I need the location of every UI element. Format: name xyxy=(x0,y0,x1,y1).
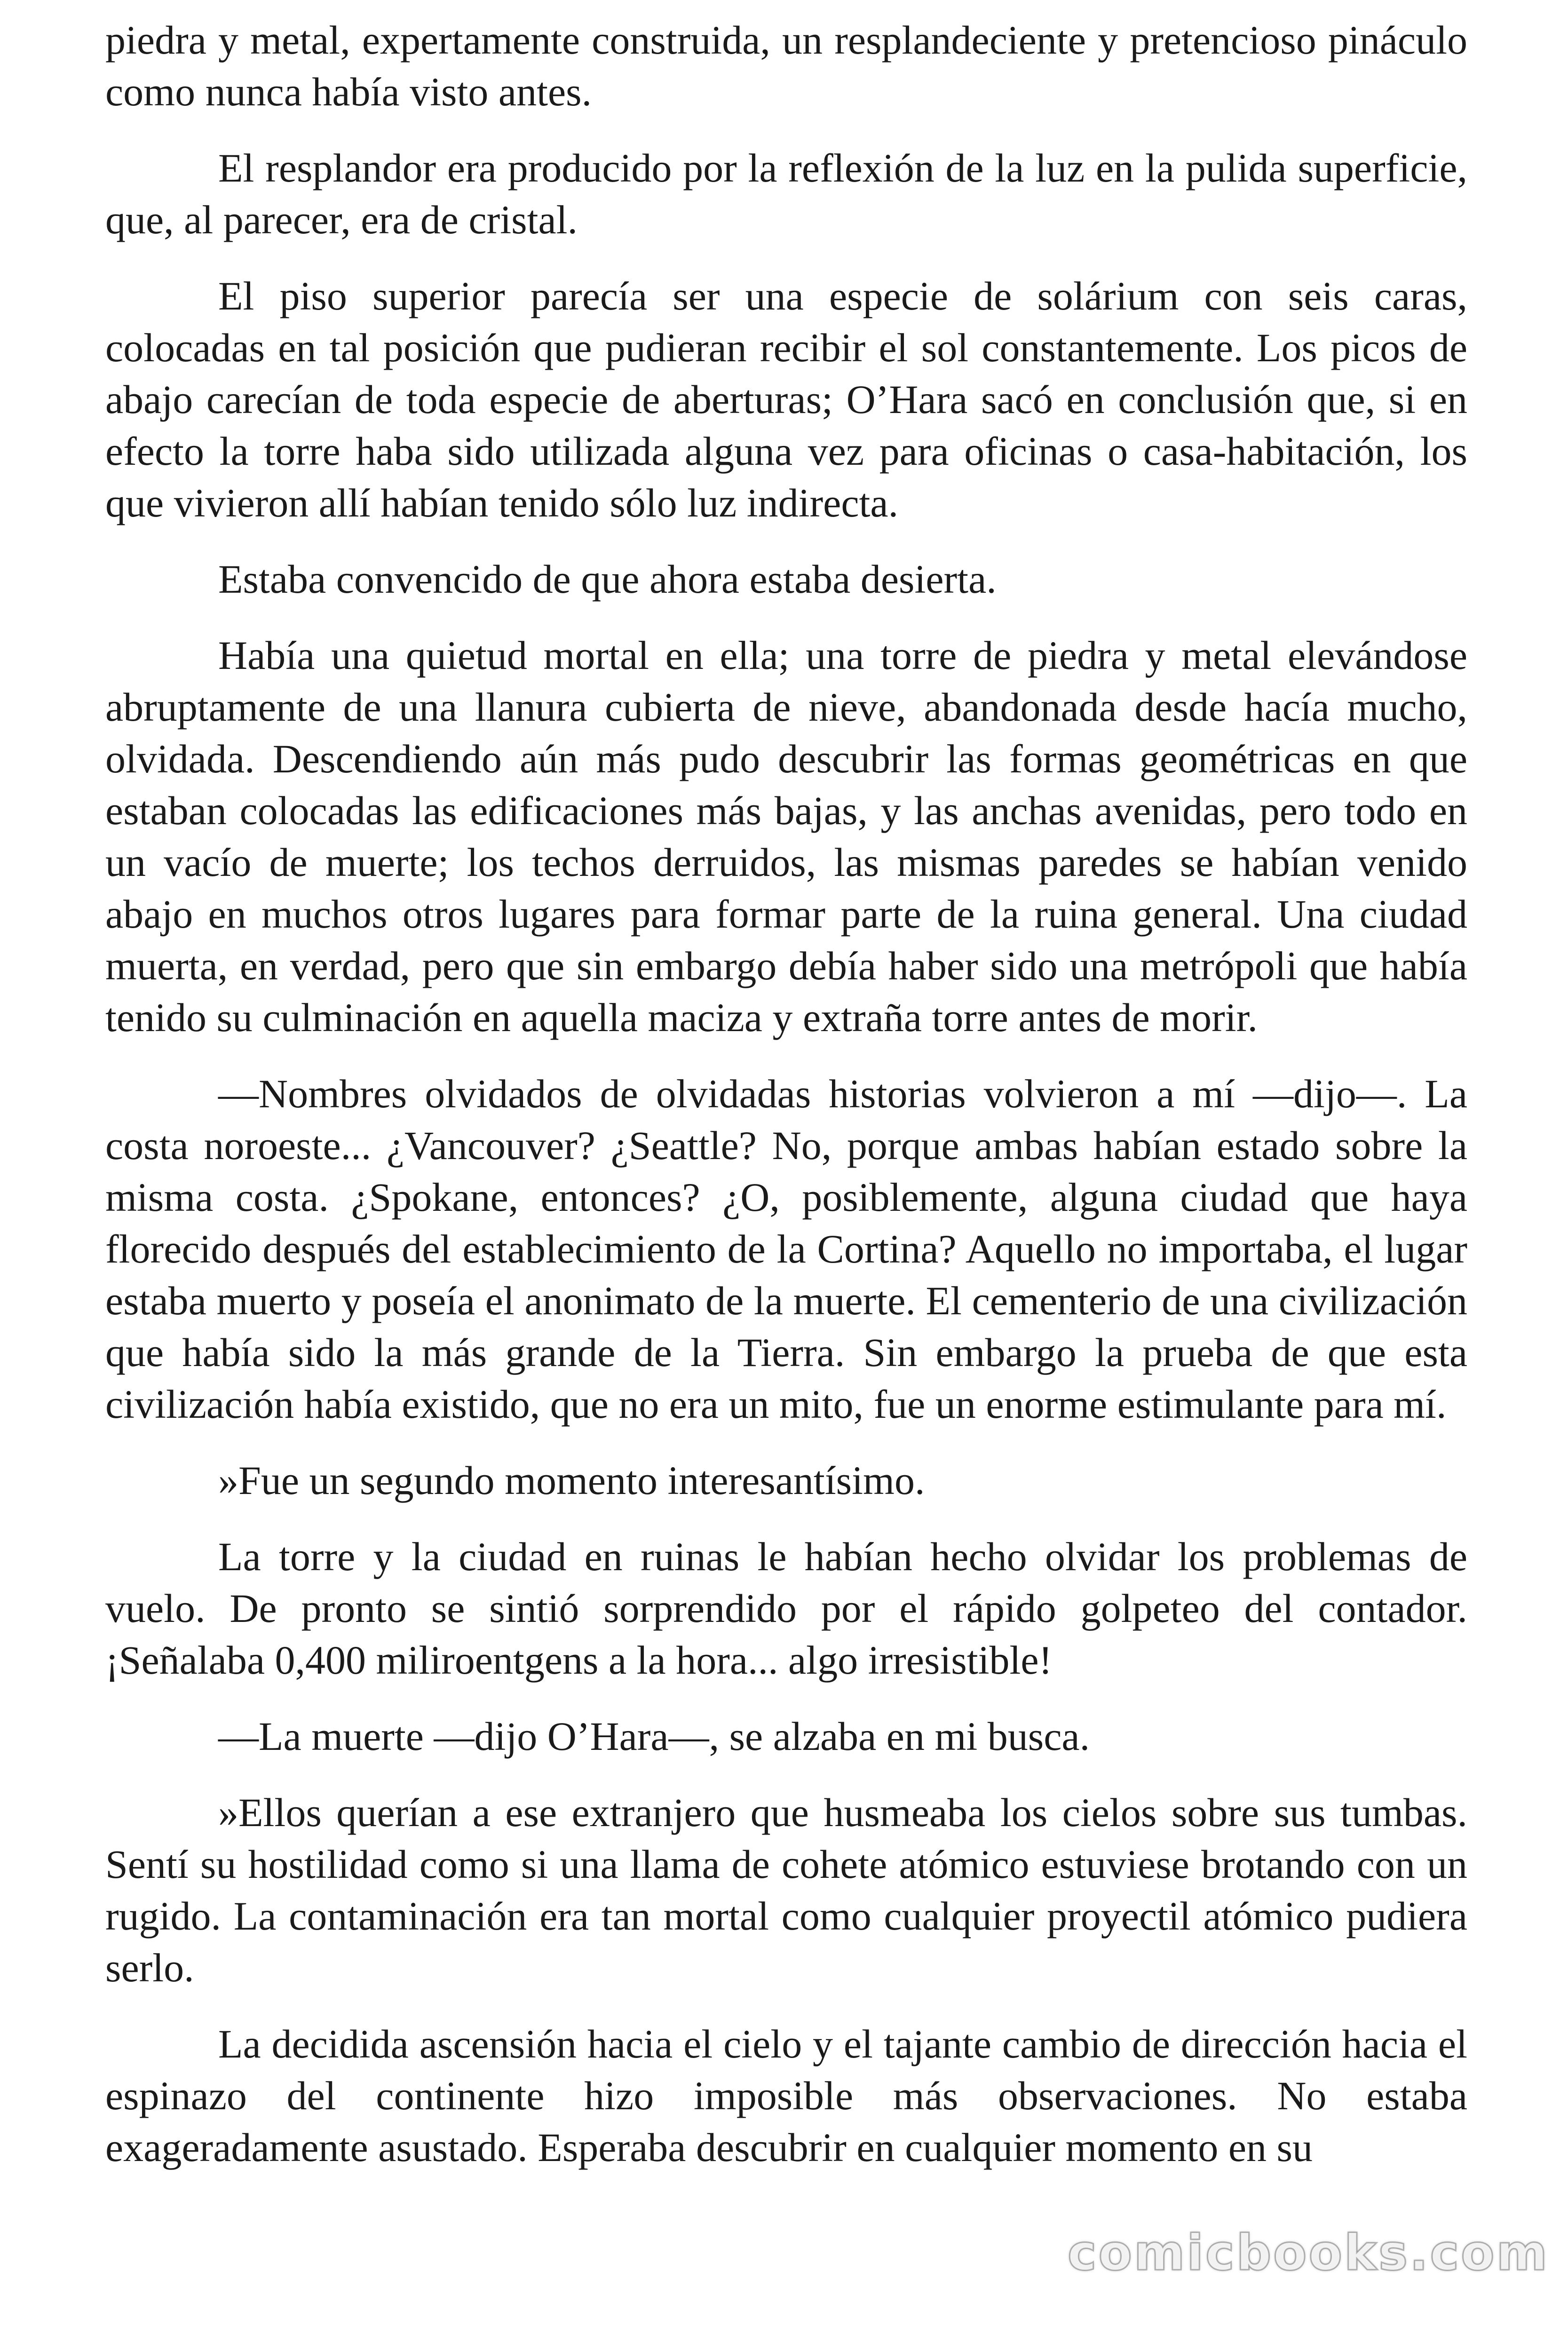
paragraph-3: El piso superior parecía ser una especie de solárium con seis caras, colocadas en tal posición que pudieran recibir el sol constantemente. Los picos de abajo carecían de toda especie de aberturas; O’Hara sacó en conclusión que, si en efecto la torre haba sido utilizada alguna vez para oficinas o casa-habitación, los que vivieron allí habían tenido sólo luz indirecta. xyxy=(105,273,1467,525)
paragraph-11: La decidida ascensión hacia el cielo y el tajante cambio de dirección hacia el espinazo del continente hizo imposible más observaciones. No estaba exageradamente asustado. Esperaba descubrir en cualquier momento en su xyxy=(105,2021,1467,2170)
paragraph-5: Había una quietud mortal en ella; una torre de piedra y metal elevándose abruptamente de una llanura cubierta de nieve, abandonada desde hacía mucho, olvidada. Descendiendo aún más pudo descubrir las formas geométricas en que estaban colocadas las edificaciones más bajas, y las anchas avenidas, pero todo en un vacío de muerte; los techos derruidos, las mismas paredes se habían venido abajo en muchos otros lugares para formar parte de la ruina general. Una ciudad muerta, en verdad, pero que sin embargo debía haber sido una metrópoli que había tenido su culminación en aquella maciza y extraña torre antes de morir. xyxy=(105,633,1467,1040)
watermark: comicbooks.com xyxy=(1067,2224,1549,2281)
paragraph-9: —La muerte —dijo O’Hara—, se alzaba en mi busca. xyxy=(218,1714,1090,1759)
paragraph-10: »Ellos querían a ese extranjero que husmeaba los cielos sobre sus tumbas. Sentí su hostilidad como si una llama de cohete atómico estuviese brotando con un rugido. La contaminación era tan mortal como cualquier proyectil atómico pudiera serlo. xyxy=(105,1790,1467,1990)
paragraph-7: »Fue un segundo momento interesantísimo. xyxy=(218,1458,925,1503)
paragraph-2: El resplandor era producido por la reflexión de la luz en la pulida superficie, que, al parecer, era de cristal. xyxy=(105,145,1467,242)
paragraph-6: —Nombres olvidados de olvidadas historias volvieron a mí —dijo—. La costa noroeste... ¿Vancouver? ¿Seattle? No, porque ambas habían estado sobre la misma costa. ¿Spokane, entonces? ¿O, posiblemente, alguna ciudad que haya florecido después del establecimiento de la Cortina? Aquello no importaba, el lugar estaba muerto y poseía el anonimato de la muerte. El cementerio de una civilización que había sido la más grande de la Tierra. Sin embargo la prueba de que esta civilización había existido, que no era un mito, fue un enorme estimulante para mí. xyxy=(105,1071,1467,1427)
paragraph-1: piedra y metal, expertamente construida, un resplandeciente y pretencioso pináculo como nunca había visto antes. xyxy=(105,17,1467,114)
book-page xyxy=(105,14,1467,2198)
paragraph-8: La torre y la ciudad en ruinas le habían hecho olvidar los problemas de vuelo. De pronto se sintió sorprendido por el rápido golpeteo del contador. ¡Señalaba 0,400 miliroentgens a la hora... algo irresistible! xyxy=(105,1534,1467,1683)
paragraph-4: Estaba convencido de que ahora estaba desierta. xyxy=(218,556,997,602)
